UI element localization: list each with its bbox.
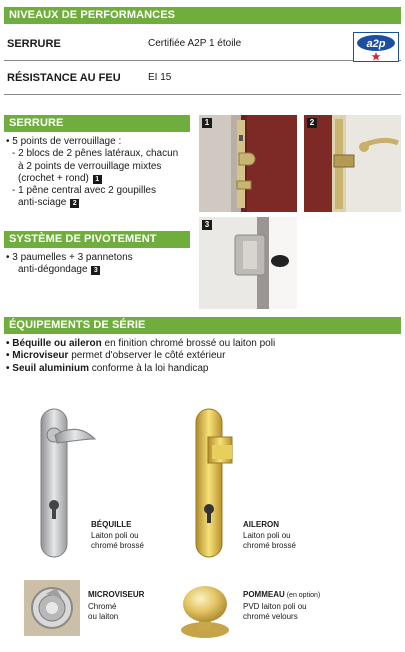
perf-label: RÉSISTANCE AU FEU xyxy=(7,72,121,84)
bequille-image xyxy=(35,405,97,560)
performances-header: NIVEAUX DE PERFORMANCES xyxy=(4,7,401,24)
microviseur-image xyxy=(24,580,80,636)
pommeau-title: POMMEAU (en option) xyxy=(243,590,321,599)
microviseur-description: Chromé ou laiton xyxy=(88,602,119,621)
serrure-line: anti-sciage 2 xyxy=(6,197,196,209)
serrure-line: - 1 pêne central avec 2 goupilles xyxy=(12,185,156,197)
pivotement-text xyxy=(6,252,196,277)
photo-hinge xyxy=(199,217,297,309)
svg-text:a2p: a2p xyxy=(366,38,386,50)
photo-lock-hook xyxy=(199,115,297,212)
equipement-item: • Seuil aluminium conforme à la loi handicap xyxy=(6,362,209,374)
equipements-header: ÉQUIPEMENTS DE SÉRIE xyxy=(4,317,401,334)
photo-number-badge: 2 xyxy=(307,118,317,128)
perf-label: SERRURE xyxy=(7,38,61,50)
serrure-line: (crochet + rond) 1 xyxy=(6,173,196,185)
pivotement-line: anti-dégondage 3 xyxy=(6,264,196,276)
ref-badge: 1 xyxy=(93,175,102,184)
aileron-image xyxy=(190,405,245,560)
bequille-description: Laiton poli ou chromé brossé xyxy=(91,531,144,550)
serrure-text xyxy=(6,136,196,210)
bequille-title: BÉQUILLE xyxy=(91,520,132,529)
pommeau-description: PVD laiton poli ou chromé velours xyxy=(243,602,307,621)
microviseur-title: MICROVISEUR xyxy=(88,590,145,599)
pommeau-image xyxy=(175,580,235,640)
pommeau-option: (en option) xyxy=(284,592,321,599)
perf-value: EI 15 xyxy=(148,72,172,83)
central-bolt-photo xyxy=(304,115,401,212)
ref-badge: 3 xyxy=(91,266,100,275)
equipements-list xyxy=(6,338,401,375)
equipement-item: • Microviseur permet d'observer le côté extérieur xyxy=(6,350,226,362)
hinge-photo xyxy=(199,217,297,309)
photo-central-bolt xyxy=(304,115,401,212)
pivotement-line: • 3 paumelles + 3 pannetons xyxy=(6,252,133,263)
perf-value: Certifiée A2P 1 étoile xyxy=(148,38,242,49)
photo-number-badge: 3 xyxy=(202,220,212,230)
pivotement-header: SYSTÈME DE PIVOTEMENT xyxy=(4,231,190,248)
aileron-title: AILERON xyxy=(243,520,279,529)
photo-number-badge: 1 xyxy=(202,118,212,128)
ref-badge: 2 xyxy=(70,199,79,208)
serrure-line: • 5 points de verrouillage : xyxy=(6,136,122,147)
a2p-logo xyxy=(353,32,399,62)
perf-row-feu xyxy=(4,62,401,95)
serrure-header: SERRURE xyxy=(4,115,190,132)
serrure-line: à 2 points de verrouillage mixtes xyxy=(18,160,162,172)
serrure-line: - 2 blocs de 2 pênes latéraux, chacun xyxy=(12,148,179,160)
perf-row-serrure xyxy=(4,28,401,61)
aileron-description: Laiton poli ou chromé brossé xyxy=(243,531,296,550)
lock-hook-photo xyxy=(199,115,297,212)
equipement-item: • Béquille ou aileron en finition chromé brossé ou laiton poli xyxy=(6,338,276,349)
